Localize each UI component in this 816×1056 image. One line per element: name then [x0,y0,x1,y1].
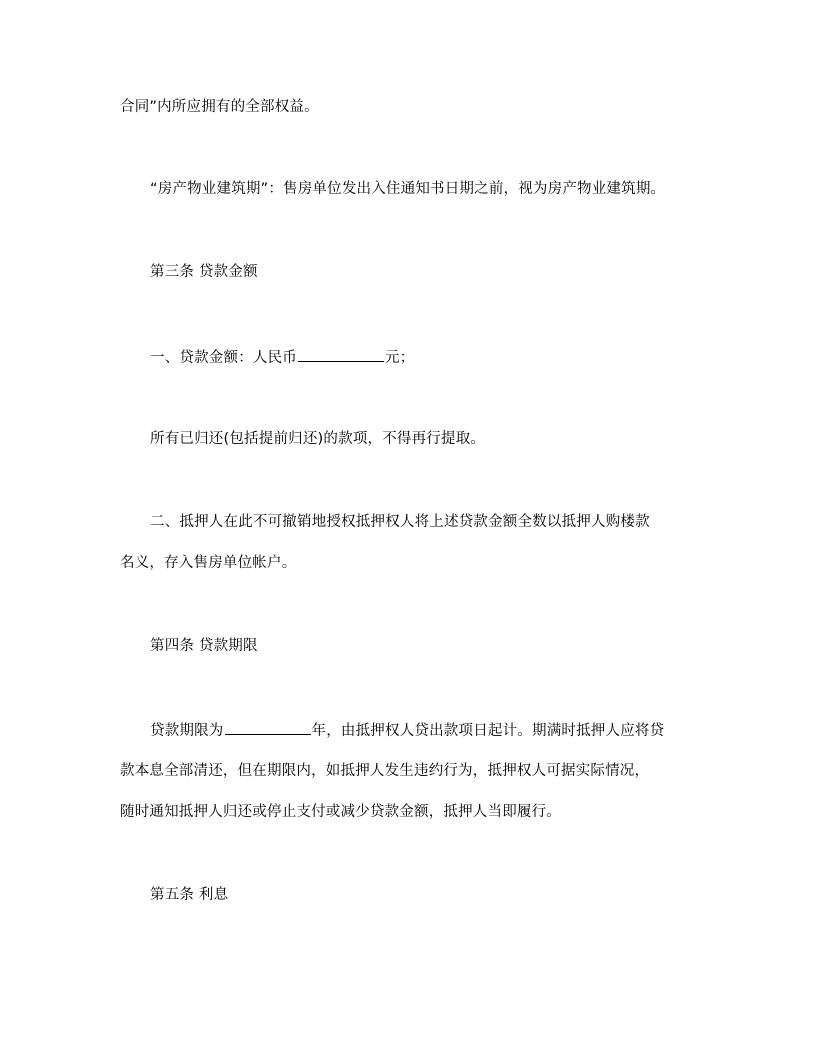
blank-line-years [225,720,311,735]
paragraph-loan-amount [150,347,414,367]
paragraph-text: 一、贷款金额：人民币 [150,350,297,366]
heading-text: 第三条 贷款金额 [150,264,258,280]
paragraph-text: 二、抵押人在此不可撤销地授权抵押权人将上述贷款金额全数以抵押人购楼款 [150,514,650,530]
paragraph-loan-term-line3 [120,803,561,821]
paragraph-authorization-line1 [150,513,650,531]
paragraph-text: 年，由抵押权人贷出款项日起计。期满时抵押人应将贷 [311,723,665,739]
paragraph-text: 名义，存入售房单位帐户。 [120,555,297,571]
article-5-heading [150,886,228,904]
paragraph-repaid-funds [150,430,485,448]
paragraph-text: 元； [385,350,415,366]
paragraph-authorization-line2 [120,554,296,572]
paragraph-text: 所有已归还(包括提前归还)的款项，不得再行提取。 [150,431,486,447]
paragraph-rights-end [120,98,319,116]
paragraph-loan-term-line1 [150,720,664,740]
article-4-heading [150,637,258,655]
article-3-heading [150,263,258,281]
heading-text: 第五条 利息 [150,887,229,903]
paragraph-text: 合同”内所应拥有的全部权益。 [120,99,319,115]
heading-text: 第四条 贷款期限 [150,638,258,654]
paragraph-loan-term-line2 [120,762,649,780]
blank-line-amount [298,347,384,362]
paragraph-text: 随时通知抵押人归还或停止支付或减少贷款金额，抵押人当即履行。 [120,804,561,820]
paragraph-construction-period [150,180,665,198]
paragraph-text: “房产物业建筑期”：售房单位发出入住通知书日期之前，视为房产物业建筑期。 [150,181,666,197]
paragraph-text: 贷款期限为 [150,723,224,739]
paragraph-text: 款本息全部清还，但在期限内，如抵押人发生违约行为，抵押权人可据实际情况， [120,763,650,779]
